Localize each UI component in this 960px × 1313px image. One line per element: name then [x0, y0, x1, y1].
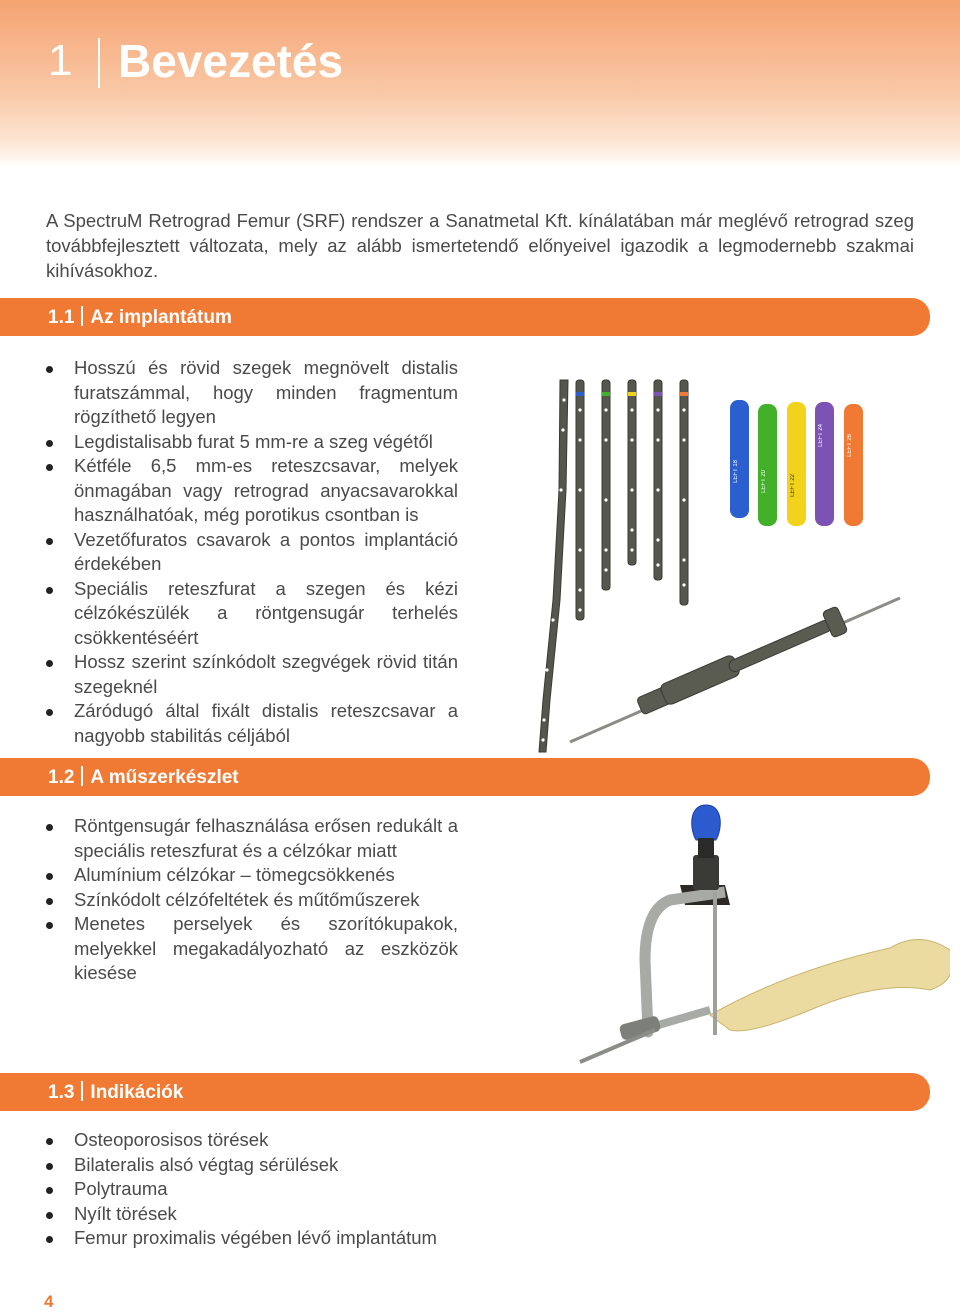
section-title-text: Indikációk: [90, 1082, 184, 1103]
list-item: Hossz szerint színkódolt szegvégek rövid titán szegeknél: [46, 650, 458, 699]
nail-5: [680, 380, 688, 605]
list-item: Osteoporosisos törések: [46, 1128, 646, 1153]
list-item: Vezetőfuratos csavarok a pontos implantáció érdekében: [46, 528, 458, 577]
section-number: 1.2: [48, 767, 75, 788]
nail-1: [576, 380, 584, 620]
guide-label: LEFT 24: [818, 424, 824, 447]
insertion-instrument-illustration: [565, 590, 905, 750]
list-item: Bilateralis alsó végtag sérülések: [46, 1153, 646, 1178]
list-item: Speciális reteszfurat a szegen és kézi célzókészülék a röntgensugár terhelés csökkentéséért: [46, 577, 458, 651]
list-item: Röntgensugár felhasználása erősen redukált a speciális reteszfurat és a célzókar miatt: [46, 814, 458, 863]
section-title-text: Az implantátum: [90, 307, 232, 328]
list-item: Hosszú és rövid szegek megnövelt distalis furatszámmal, hogy minden fragmentum rögzíthető legyen: [46, 356, 458, 430]
chapter-header: [0, 0, 960, 168]
guide-strip: [844, 404, 863, 526]
guide-label: LEFT 26: [847, 434, 853, 457]
list-item: Záródugó által fixált distalis reteszcsavar a nagyobb stabilitás céljából: [46, 699, 458, 748]
list-item: Femur proximalis végében lévő implantátum: [46, 1226, 646, 1251]
chapter-number: 1: [48, 36, 74, 85]
section-separator: [81, 1081, 83, 1101]
section-bar-indications: [0, 1073, 930, 1111]
chapter-divider: [98, 38, 100, 88]
aiming-arm-illustration: [560, 800, 950, 1065]
long-nail: [539, 380, 568, 752]
list-item: Színkódolt célzófeltétek és műtőműszerek: [46, 888, 458, 913]
list-item: Kétféle 6,5 mm-es reteszcsavar, melyek önmagában vagy retrograd anyacsavarokkal használhatóak, még porotikus csontban is: [46, 454, 458, 528]
list-item: Menetes perselyek és szorítókupakok, melyekkel megakadályozható az eszközök kiesése: [46, 912, 458, 986]
section-title-implant: [48, 306, 232, 329]
page-number: 4: [44, 1292, 54, 1311]
section-separator: [81, 306, 83, 326]
guide-label: LEFT 22: [790, 474, 796, 497]
list-item: Nyílt törések: [46, 1202, 646, 1227]
guide-label: LEFT 18: [733, 460, 739, 483]
section-bar-instruments: [0, 758, 930, 796]
intro-paragraph: A SpectruM Retrograd Femur (SRF) rendszer a Sanatmetal Kft. kínálatában már meglévő retrograd szeg továbbfejlesztett változata, mely az alább ismertetendő előnyeivel igazodik a legmodernebb szakmai kihívásokhoz.: [46, 210, 914, 281]
guide-label: LEFT 20: [761, 470, 767, 493]
guide-strip: [787, 402, 806, 526]
section-bar-implant: [0, 298, 930, 336]
section-number: 1.3: [48, 1082, 75, 1103]
implant-feature-list: [46, 356, 458, 748]
list-item: Polytrauma: [46, 1177, 646, 1202]
color-guides-illustration: [730, 400, 865, 530]
instrument-feature-list: [46, 814, 458, 986]
section-title-indications: [48, 1081, 183, 1104]
guide-strip: [815, 402, 834, 526]
guide-strip: [758, 404, 777, 526]
section-title-text: A műszerkészlet: [90, 767, 239, 788]
list-item: Legdistalisabb furat 5 mm-re a szeg végétől: [46, 430, 458, 455]
nail-3: [628, 380, 636, 565]
section-separator: [81, 766, 83, 786]
chapter-title: Bevezetés: [118, 35, 344, 87]
indications-list: [46, 1128, 646, 1251]
list-item: Alumínium célzókar – tömegcsökkenés: [46, 863, 458, 888]
section-number: 1.1: [48, 307, 75, 328]
guide-strip: [730, 400, 749, 518]
section-title-instruments: [48, 766, 239, 789]
